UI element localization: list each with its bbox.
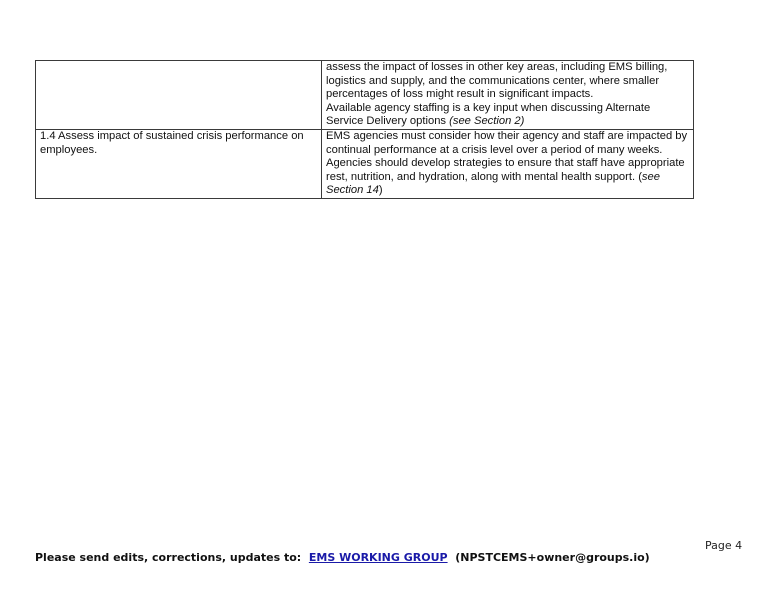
text-line [326, 115, 689, 129]
footer-prefix: Please send edits, corrections, updates to: [35, 551, 309, 564]
text-line: assess the impact of losses in other key areas, including EMS billing, [326, 61, 668, 73]
text-line: percentages of loss might result in significant impacts. [326, 88, 594, 101]
text-segment: Service Delivery options [326, 115, 450, 128]
table-cell-left [36, 61, 322, 130]
table-cell-right [322, 130, 694, 199]
text-segment: EMS agencies must consider how their agency and staff are impacted by continual performance at a crisis level over a period of many weeks. Agencies should develop strategies to ensure that staff have appropriate rest, nutrition, and hydration, along with mental health support. ( [326, 130, 688, 183]
table-cell-left: 1.4 Assess impact of sustained crisis performance on employees. [36, 130, 322, 199]
page-number: Page 4 [705, 539, 743, 552]
table-cell-right [322, 61, 694, 130]
section-reference: see Section 14 [326, 170, 660, 197]
ems-working-group-link[interactable]: EMS WORKING GROUP [308, 551, 448, 564]
requirements-table [35, 60, 694, 199]
table-row [36, 61, 694, 130]
text-segment: ) [378, 184, 383, 197]
section-reference: (see Section 2) [449, 115, 525, 128]
footer-email: (NPSTCEMS+owner@groups.io) [447, 551, 650, 564]
table-row [36, 130, 694, 199]
footer-note [35, 551, 650, 564]
text-line: Available agency staffing is a key input when discussing Alternate [326, 101, 651, 114]
text-line: logistics and supply, and the communications center, where smaller [326, 74, 660, 87]
